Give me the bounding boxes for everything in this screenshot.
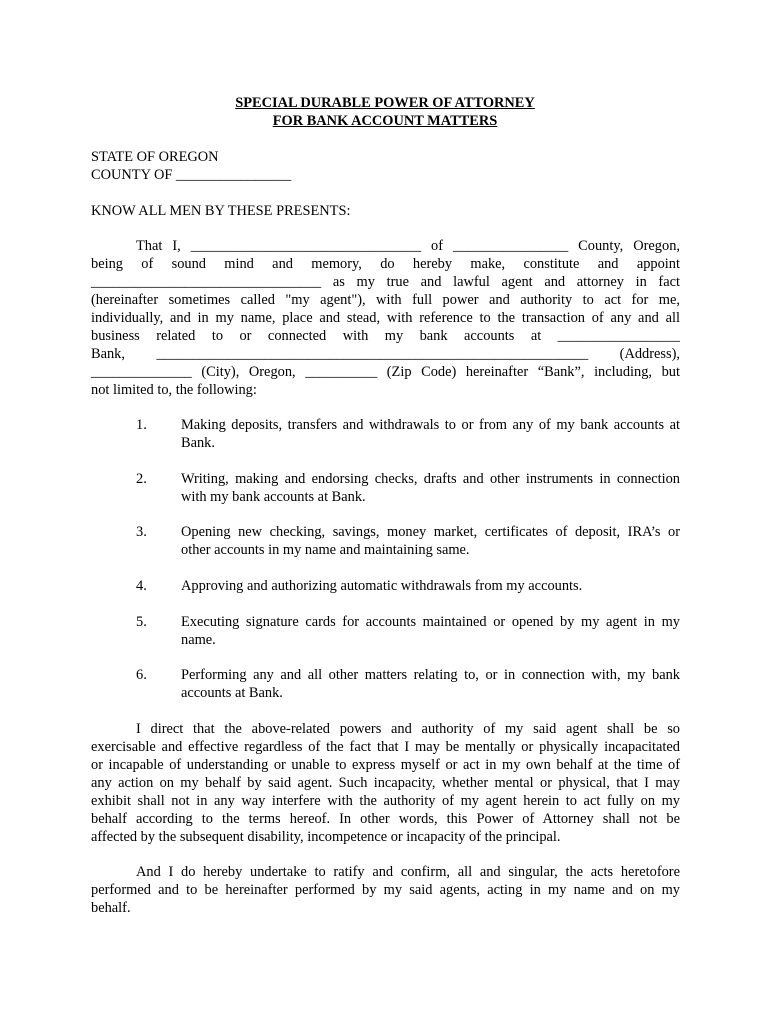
item-6-line-1: Performing any and all other matters relating to, or in connection with, my bank xyxy=(181,667,680,683)
direct-line-2: exercisable and effective regardless of the fact that I may be mentally or physically incapacitated xyxy=(91,739,680,755)
intro-line-7: Bank, ____________________________________________________________ (Address), xyxy=(91,346,680,362)
intro-line-3: ________________________________ as my true and lawful agent and attorney in fact xyxy=(91,274,680,290)
county-line: COUNTY OF ________________ xyxy=(91,167,292,183)
ratify-line-2: performed and to be hereinafter performed by my said agents, acting in my name and on my xyxy=(91,882,680,898)
item-number-1: 1. xyxy=(136,417,147,433)
item-1-line-1: Making deposits, transfers and withdrawals to or from any of my bank accounts at xyxy=(181,417,680,433)
intro-line-2: being of sound mind and memory, do hereby make, constitute and appoint xyxy=(91,256,680,272)
item-number-5: 5. xyxy=(136,614,147,630)
intro-line-5: individually, and in my name, place and stead, with reference to the transaction of any and all xyxy=(91,310,680,326)
state-line: STATE OF OREGON xyxy=(91,149,219,165)
direct-line-7: affected by the subsequent disability, incompetence or incapacity of the principal. xyxy=(91,829,561,845)
item-5-line-1: Executing signature cards for accounts maintained or opened by my agent in my xyxy=(181,614,680,630)
direct-line-4: any action on my behalf by said agent. Such incapacity, whether mental or physical, that I may xyxy=(91,775,680,791)
document-title-line-1: SPECIAL DURABLE POWER OF ATTORNEY xyxy=(235,95,535,111)
direct-line-6: behalf according to the terms hereof. In other words, this Power of Attorney shall not be xyxy=(91,811,680,827)
intro-line-9: not limited to, the following: xyxy=(91,382,257,398)
item-1-line-2: Bank. xyxy=(181,435,215,451)
item-number-4: 4. xyxy=(136,578,147,594)
intro-line-4: (hereinafter sometimes called "my agent"), with full power and authority to act for me, xyxy=(91,292,680,308)
ratify-line-3: behalf. xyxy=(91,900,131,916)
item-number-2: 2. xyxy=(136,471,147,487)
direct-line-1: I direct that the above-related powers and authority of my said agent shall be so xyxy=(136,721,680,737)
intro-line-6: business related to or connected with my bank accounts at _________________ xyxy=(91,328,680,344)
item-2-line-1: Writing, making and endorsing checks, drafts and other instruments in connection xyxy=(181,471,680,487)
intro-line-1: That I, ________________________________ of ________________ County, Oregon, xyxy=(136,238,680,254)
item-3-line-1: Opening new checking, savings, money market, certificates of deposit, IRA’s or xyxy=(181,524,680,540)
direct-line-3: or incapable of understanding or unable to express myself or act in my own behalf at the time of xyxy=(91,757,680,773)
item-2-line-2: with my bank accounts at Bank. xyxy=(181,489,366,505)
item-3-line-2: other accounts in my name and maintaining same. xyxy=(181,542,470,558)
item-6-line-2: accounts at Bank. xyxy=(181,685,283,701)
item-4-line-1: Approving and authorizing automatic withdrawals from my accounts. xyxy=(181,578,583,594)
direct-line-5: exhibit shall not in any way interfere with the authority of my agent herein to act fully on my xyxy=(91,793,680,809)
ratify-line-1: And I do hereby undertake to ratify and confirm, all and singular, the acts heretofore xyxy=(136,864,680,880)
item-5-line-2: name. xyxy=(181,632,216,648)
item-number-3: 3. xyxy=(136,524,147,540)
document-title-line-2: FOR BANK ACCOUNT MATTERS xyxy=(272,113,498,129)
know-all-heading: KNOW ALL MEN BY THESE PRESENTS: xyxy=(91,203,351,219)
item-number-6: 6. xyxy=(136,667,147,683)
intro-line-8: ______________ (City), Oregon, __________ (Zip Code) hereinafter “Bank”, including, but xyxy=(91,364,680,380)
